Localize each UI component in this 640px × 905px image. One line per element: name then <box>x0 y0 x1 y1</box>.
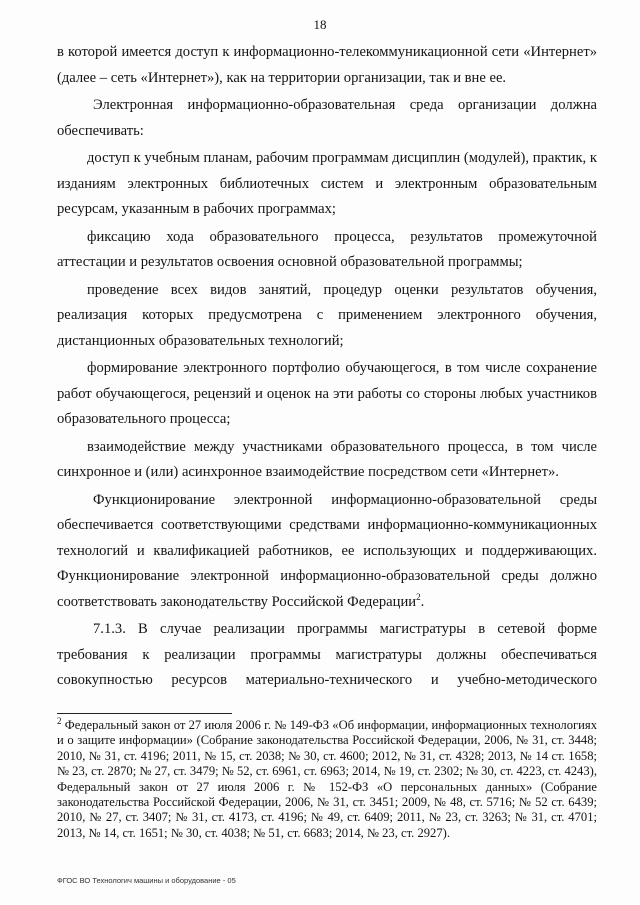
footnote-separator <box>57 713 232 714</box>
footnote-reference[interactable]: 2 <box>416 591 421 602</box>
list-item: фиксацию хода образовательного процесса, результатов промежуточной аттестации и результатов освоения основной образовательной программы; <box>57 228 597 270</box>
list-item: взаимодействие между участниками образовательного процесса, в том числе синхронное и (или) асинхронное взаимодействие посредством сети «Интернет». <box>57 438 597 480</box>
footnote <box>57 715 597 841</box>
paragraph: 7.1.3. В случае реализации программы магистратуры в сетевой форме требования к реализации программы магистратуры должны обеспечиваться совокупностью ресурсов материально-технического и учебно-методического <box>57 621 597 688</box>
page-number: 18 <box>313 17 327 32</box>
paragraph: в которой имеется доступ к информационно-телекоммуникационной сети «Интернет» (далее – сеть «Интернет»), как на территории организации, так и вне ее. <box>57 44 597 86</box>
paragraph-text: Функционирование электронной информационно-образовательной среды обеспечивается соответствующими средствами информационно-коммуникационных технологий и квалификацией работников, ее использующих и поддерживающих. Функционирование электронной информационно-образовательной среды должно соответствовать законодательству Российской Федерации <box>57 491 597 610</box>
page-footer: ФГОС ВО Технологич машины и оборудование - 05 <box>57 876 236 885</box>
footnote-text: Федеральный закон от 27 июля 2006 г. № 149-ФЗ «Об информации, информационных технологиях и о защите информации» (Собрание законодательства Российской Федерации, 2006, № 31, ст. 3448; 2010, № 31, ст. 4196; 2011, № 15, ст. 2038; № 30, ст. 4600; 2012, № 31, ст. 4328; 2013, № 14 ст. 1658; № 23, ст. 2870; № 27, ст. 3479; № 52, ст. 6961, ст. 6963; 2014, № 19, ст. 2302; № 30, ст. 4223, ст. 4243), Федеральный закон от 27 июля 2006 г. № 152-ФЗ «О персональных данных» (Собрание законодательства Российской Федерации, 2006, № 31, ст. 3451; 2009, № 48, ст. 5716; № 52 ст. 6439; 2010, № 27, ст. 3407; № 31, ст. 4173, ст. 4196; № 49, ст. 6409; 2011, № 23, ст. 3263; № 31, ст. 4701; 2013, № 14, ст. 1651; № 30, ст. 4038; № 51, ст. 6683; 2014, № 23, ст. 2927). <box>57 718 597 840</box>
list-item: доступ к учебным планам, рабочим программам дисциплин (модулей), практик, к изданиям электронных библиотечных систем и электронным образовательным ресурсам, указанным в рабочих программах; <box>57 150 597 217</box>
footnote-marker: 2 <box>57 715 62 726</box>
list-item: формирование электронного портфолио обучающегося, в том числе сохранение работ обучающегося, рецензий и оценок на эти работы со стороны любых участников образовательного процесса; <box>57 360 597 427</box>
list-item: проведение всех видов занятий, процедур оценки результатов обучения, реализация которых предусмотрена с применением электронного обучения, дистанционных образовательных технологий; <box>57 281 597 349</box>
main-text <box>57 40 597 696</box>
paragraph: Электронная информационно-образовательная среда организации должна обеспечивать: <box>57 97 597 139</box>
paragraph: Функционирование электронной информационно-образовательной среды обеспечивается соответствующими средствами информационно-коммуникационных технологий и квалификацией работников, ее использующих и поддерживающих. Функционирование электронной информационно-образовательной среды должно соответствовать законодательству Российской Федерации$^2$. <box>57 491 597 610</box>
